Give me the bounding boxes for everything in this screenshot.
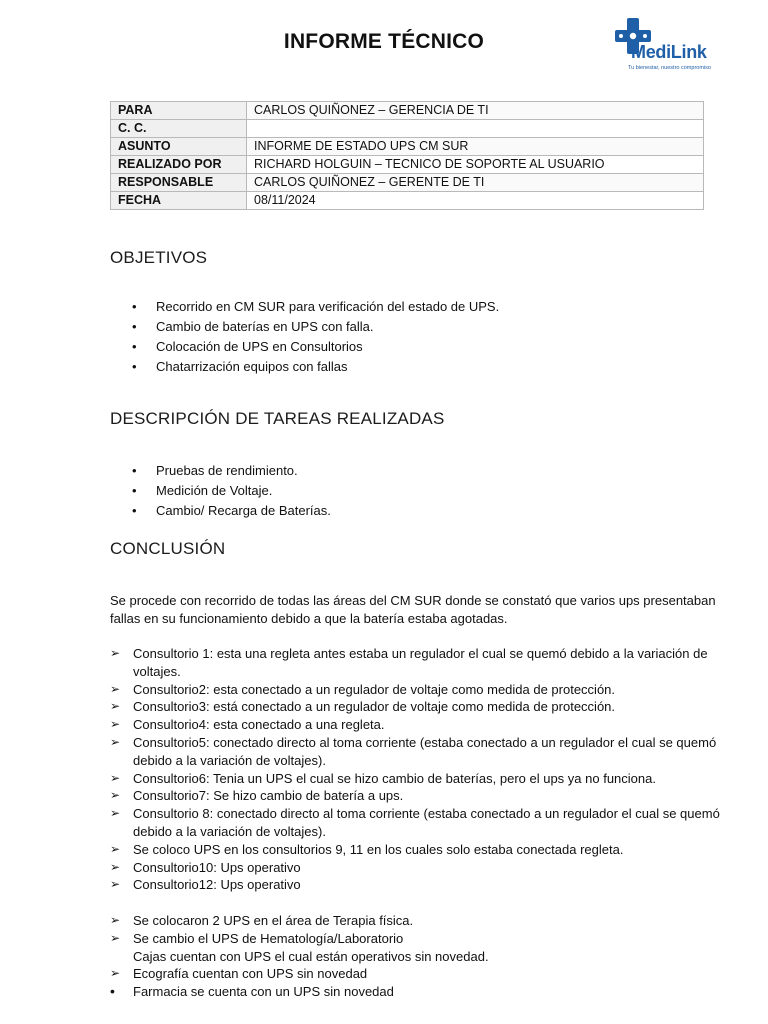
- document-title: INFORME TÉCNICO: [283, 30, 485, 53]
- row-value: INFORME DE ESTADO UPS CM SUR: [247, 138, 704, 156]
- list-item: • Cambio de baterías en UPS con falla.: [110, 317, 499, 337]
- conclusion-heading: CONCLUSIÓN: [110, 539, 226, 558]
- list-item: • Cambio/ Recarga de Baterías.: [110, 501, 331, 521]
- list-item: • Farmacia se cuenta con un UPS sin novedad: [110, 983, 394, 1000]
- list-item: • Medición de Voltaje.: [110, 481, 331, 501]
- list-item: • Colocación de UPS en Consultorios: [110, 337, 499, 357]
- row-value: 08/11/2024: [247, 192, 704, 210]
- arrow-bullet-icon: ➢: [110, 877, 121, 892]
- list-item: ➢ Consultorio 1: esta una regleta antes estaba un regulador el cual se quemó debido a la variación de voltajes.: [110, 646, 708, 679]
- list-item: ➢ Se cambio el UPS de Hematología/Laboratorio: [110, 930, 404, 946]
- arrow-bullet-icon: ➢: [110, 966, 121, 981]
- arrow-bullet-icon: ➢: [110, 788, 121, 803]
- objetivos-heading: OBJETIVOS: [110, 248, 208, 267]
- list-item: ➢ Consultorio10: Ups operativo: [110, 859, 301, 875]
- list-item: ➢ Consultorio5: conectado directo al toma corriente (estaba conectado a un regulador el cual se quemó debido a la variación de voltajes).: [110, 734, 717, 768]
- arrow-bullet-icon: ➢: [110, 806, 121, 821]
- header-info-table: [110, 101, 704, 210]
- row-label: C. C.: [111, 120, 247, 138]
- row-label: PARA: [111, 102, 247, 120]
- list-item: • Pruebas de rendimiento.: [110, 461, 331, 481]
- logo-brand-name: MediLink: [631, 42, 707, 62]
- row-label: FECHA: [111, 192, 247, 210]
- list-item: ➢ Se colocaron 2 UPS en el área de Terapia física.: [110, 912, 414, 928]
- arrow-bullet-icon: ➢: [110, 841, 121, 856]
- list-item: ➢ Consultorio3: está conectado a un regulador de voltaje como medida de protección.: [110, 699, 616, 715]
- arrow-bullet-icon: ➢: [110, 699, 121, 714]
- table-row: [111, 174, 704, 192]
- arrow-bullet-icon: ➢: [110, 734, 121, 749]
- list-item: ➢ Consultorio4: esta conectado a una regleta.: [110, 717, 385, 733]
- table-row: [111, 102, 704, 120]
- arrow-bullet-icon: ➢: [110, 912, 121, 927]
- arrow-bullet-icon: ➢: [110, 717, 121, 732]
- list-item: • Recorrido en CM SUR para verificación del estado de UPS.: [110, 297, 499, 317]
- table-row: [111, 156, 704, 174]
- list-item: ➢ Consultorio12: Ups operativo: [110, 877, 301, 893]
- row-value: [247, 120, 704, 138]
- arrow-bullet-icon: ➢: [110, 646, 121, 660]
- row-label: REALIZADO POR: [111, 156, 247, 174]
- tareas-heading: DESCRIPCIÓN DE TAREAS REALIZADAS: [110, 409, 445, 428]
- table-row: [111, 192, 704, 210]
- arrow-bullet-icon: ➢: [110, 859, 121, 874]
- row-value: CARLOS QUIÑONEZ – GERENCIA DE TI: [247, 102, 704, 120]
- objetivos-list: [110, 297, 499, 377]
- arrow-bullet-icon: ➢: [110, 681, 121, 696]
- list-item: ➢ Consultorio 8: conectado directo al toma corriente (estaba conectado a un regulador el cual se quemó debido a la variación de voltajes).: [110, 806, 720, 839]
- table-row: [111, 120, 704, 138]
- list-item: ➢ Se coloco UPS en los consultorios 9, 11 en los cuales solo estaba conectada regleta.: [110, 841, 624, 857]
- dot-bullet-icon: •: [110, 983, 115, 1000]
- list-spacer: [110, 894, 730, 912]
- list-item: ➢ Consultorio2: esta conectado a un regulador de voltaje como medida de protección.: [110, 681, 616, 697]
- conclusion-intro: Se procede con recorrido de todas las áreas del CM SUR donde se constató que varios ups presentaban fallas en su funcionamiento debido a que la batería estaba agotadas.: [110, 593, 716, 626]
- row-label: ASUNTO: [111, 138, 247, 156]
- list-item-note: Cajas cuentan con UPS el cual están operativos sin novedad.: [133, 948, 489, 964]
- table-row: [111, 138, 704, 156]
- list-item: ➢ Consultorio6: Tenia un UPS el cual se hizo cambio de baterías, pero el ups ya no funciona.: [110, 770, 656, 786]
- row-label: RESPONSABLE: [111, 174, 247, 192]
- logo-tagline: Tu bienestar, nuestro compromiso: [628, 65, 711, 71]
- list-item: ➢ Ecografía cuentan con UPS sin novedad: [110, 966, 368, 982]
- row-value: CARLOS QUIÑONEZ – GERENTE DE TI: [247, 174, 704, 192]
- arrow-bullet-icon: ➢: [110, 930, 121, 945]
- list-item: ➢ Consultorio7: Se hizo cambio de batería a ups.: [110, 788, 404, 804]
- arrow-bullet-icon: ➢: [110, 770, 121, 785]
- list-item: • Chatarrización equipos con fallas: [110, 357, 499, 377]
- tareas-list: [110, 461, 331, 521]
- row-value: RICHARD HOLGUIN – TECNICO DE SOPORTE AL USUARIO: [247, 156, 704, 174]
- consultorios-list: [110, 645, 730, 1001]
